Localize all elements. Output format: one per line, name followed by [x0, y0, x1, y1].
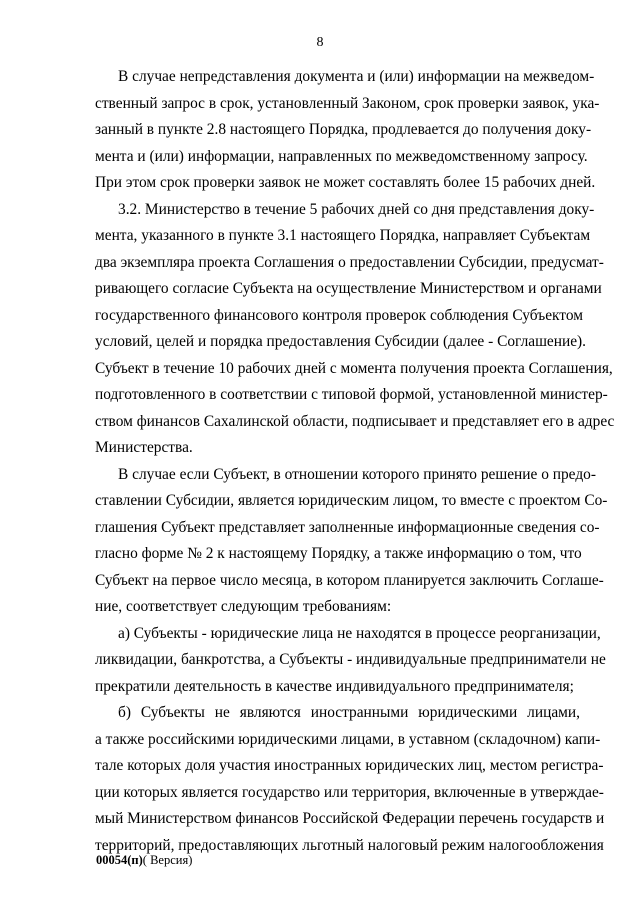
paragraph — [95, 621, 606, 701]
page-number: 8 — [316, 35, 324, 50]
text-line: В случае непредставления документа и (или) информации на межведом- — [118, 68, 595, 85]
text-line: ством финансов Сахалинской области, подписывает и представляет его в адрес — [95, 412, 615, 430]
text-line: мый Министерством финансов Российской Федерации перечень государств и — [95, 810, 605, 827]
paragraph — [95, 462, 608, 621]
text-line: прекратили деятельность в качестве индивидуального предпринимателя; — [95, 677, 574, 695]
text-line: При этом срок проверки заявок не может составлять более 15 рабочих дней. — [95, 174, 596, 191]
text-line: занный в пункте 2.8 настоящего Порядка, продлевается до получения доку- — [95, 121, 592, 138]
text-line: Субъект на первое число месяца, в котором планируется заключить Соглаше- — [95, 571, 604, 589]
text-line: государственного финансового контроля проверок соблюдения Субъектом — [95, 306, 583, 324]
document-version: ( Версия) — [142, 853, 193, 867]
text-line: глашения Субъект представляет заполненные информационные сведения со- — [95, 518, 600, 536]
text-line: подготовленного в соответствии с типовой формой, установленной министер- — [95, 386, 608, 403]
text-line: В случае если Субъект, в отношении которого принято решение о предо- — [118, 465, 596, 483]
text-line: ривающего согласие Субъекта на осуществление Министерством и органами — [95, 280, 602, 297]
paragraph — [95, 197, 615, 462]
text-line: Субъект в течение 10 рабочих дней с момента получения проекта Соглашения, — [95, 359, 613, 377]
text-line: ликвидации, банкротства, а Субъекты - индивидуальные предприниматели не — [95, 651, 606, 668]
text-line: тале которых доля участия иностранных юридических лиц, местом регистра- — [95, 757, 604, 774]
document-code: 00054(п) — [96, 853, 143, 867]
paragraph — [95, 64, 600, 197]
text-line: ние, соответствует следующим требованиям: — [95, 598, 392, 615]
text-line: мента, указанного в пункте 3.1 настоящего Порядка, направляет Субъектам — [95, 227, 591, 244]
text-line: ставлении Субсидии, является юридическим лицом, то вместе с проектом Со- — [95, 492, 608, 509]
text-line: территорий, предоставляющих льготный налоговый режим налогообложения — [95, 836, 604, 854]
text-line: б) Субъекты не являются иностранными юридическими лицами, — [118, 704, 580, 721]
text-line: условий, целей и порядка предоставления Субсидии (далее - Соглашение). — [95, 333, 587, 350]
text-line: Министерства. — [95, 439, 193, 456]
text-line: а также российскими юридическими лицами, в уставном (складочном) капи- — [95, 730, 601, 748]
text-line: 3.2. Министерство в течение 5 рабочих дней со дня представления доку- — [118, 200, 595, 218]
text-line: два экземпляра проекта Соглашения о предоставлении Субсидии, предусмат- — [95, 253, 604, 271]
document-footer — [96, 853, 192, 868]
text-line: ции которых является государство или территория, включенные в утверждае- — [95, 783, 604, 801]
text-line: ственный запрос в срок, установленный Законом, срок проверки заявок, ука- — [95, 94, 600, 112]
text-line: мента и (или) информации, направленных по межведомственному запросу. — [95, 147, 588, 165]
text-line: гласно форме № 2 к настоящему Порядку, а также информацию о том, что — [95, 545, 582, 562]
document-body — [95, 64, 615, 859]
paragraph — [95, 700, 605, 859]
text-line: а) Субъекты - юридические лица не находятся в процессе реорганизации, — [118, 624, 601, 642]
